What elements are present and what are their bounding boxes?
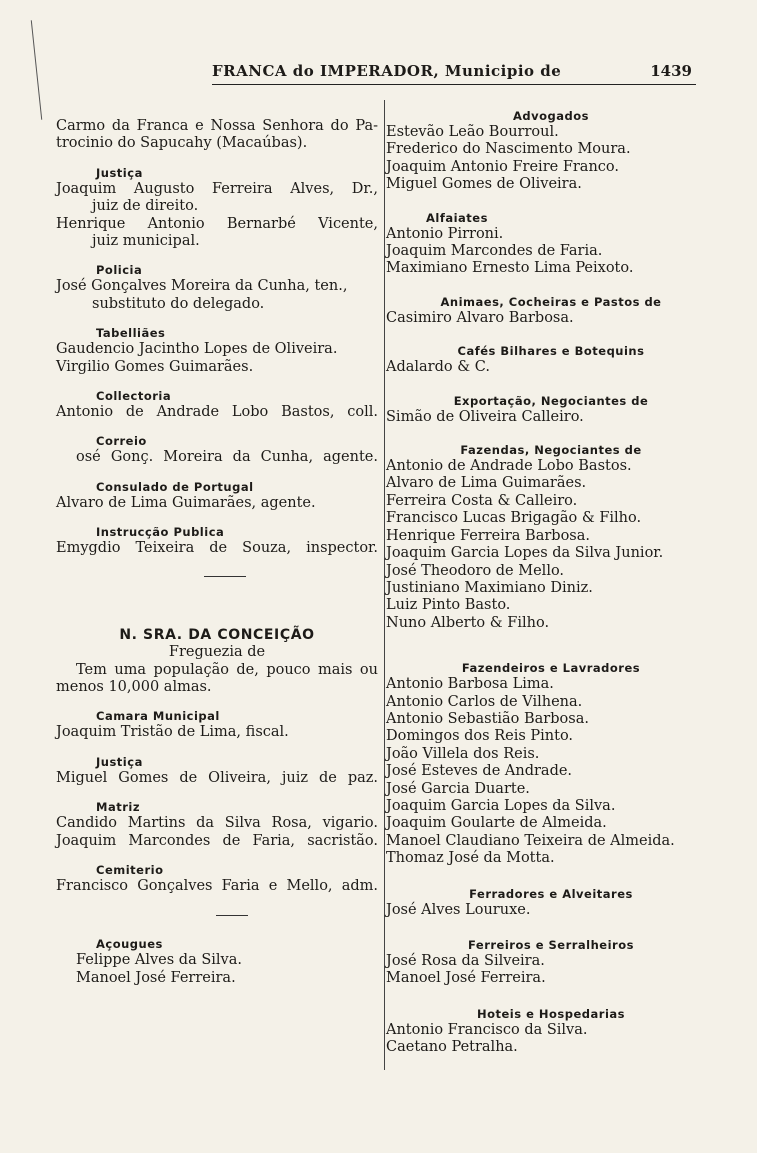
entry-line: Joaquim Garcia Lopes da Silva.	[386, 797, 616, 814]
entry-line: Miguel Gomes de Oliveira, juiz de paz.	[56, 769, 378, 786]
entry-line: Antonio de Andrade Lobo Bastos.	[386, 458, 632, 475]
entry-line: Emygdio Teixeira de Souza, inspector.	[56, 540, 378, 557]
section-heading: Fazendeiros e Lavradores	[461, 661, 641, 676]
entry-line: Candido Martins da Silva Rosa, vigario.	[56, 815, 378, 832]
entry-line: José Garcia Duarte.	[386, 780, 530, 797]
entry-line: osé Gonç. Moreira da Cunha, agente.	[76, 449, 378, 466]
entry-line: Gaudencio Jacintho Lopes de Oliveira.	[56, 341, 338, 358]
entry-line: Alvaro de Lima Guimarães, agente.	[56, 494, 316, 511]
entry-line: Adalardo & C.	[386, 359, 490, 376]
entry-line: Caetano Petralha.	[386, 1039, 518, 1056]
entry-line: substituto do delegado.	[92, 295, 265, 312]
section-heading: Hoteis e Hospedarias	[476, 1006, 626, 1021]
entry-line: Simão de Oliveira Calleiro.	[386, 408, 584, 425]
section-heading: Alfaiates	[426, 210, 488, 225]
entry-line: Domingos dos Reis Pinto.	[386, 728, 574, 745]
section-separator	[204, 576, 246, 577]
section-heading: Camara Municipal	[96, 709, 220, 724]
section-heading: Collectoria	[96, 389, 172, 404]
section-heading: Cafés Bilhares e Botequins	[457, 344, 645, 359]
section-heading: Tabelliães	[96, 326, 166, 341]
entry-line: José Gonçalves Moreira da Cunha, ten.,	[56, 278, 348, 295]
section-heading: Advogados	[513, 109, 589, 123]
entry-line: José Theodoro de Mello.	[386, 562, 565, 579]
parish-title: N. SRA. DA CONCEIÇÃO	[119, 626, 315, 643]
entry-line: Henrique Antonio Bernarbé Vicente,	[56, 215, 378, 232]
parish-subtitle: Freguezia de	[168, 644, 266, 661]
header-title: FRANCA do IMPERADOR, Municipio de	[212, 62, 562, 80]
section-heading: Ferradores e Alveitares	[469, 886, 633, 901]
entry-line: José Rosa da Silveira.	[386, 953, 545, 969]
entry-line: juiz municipal.	[92, 233, 200, 250]
entry-line: Maximiano Ernesto Lima Peixoto.	[386, 260, 634, 277]
entry-line: Antonio Carlos de Vilhena.	[386, 693, 583, 710]
entry-line: Antonio Francisco da Silva.	[386, 1021, 588, 1038]
entry-line: Joaquim Garcia Lopes da Silva Junior.	[386, 545, 664, 562]
entry-line: Manoel José Ferreira.	[386, 970, 546, 987]
entry-line: Manoel Claudiano Teixeira de Almeida.	[386, 832, 675, 849]
entry-line: Joaquim Tristão de Lima, fiscal.	[56, 724, 289, 741]
population-line: Tem uma população de, pouco mais ou	[76, 661, 378, 678]
section-heading: Exportação, Negociantes de	[453, 393, 649, 408]
population-line: menos 10,000 almas.	[56, 678, 212, 695]
column-divider	[384, 100, 385, 1070]
entry-line: Miguel Gomes de Oliveira.	[386, 176, 582, 193]
right-column	[386, 108, 716, 1057]
entry-line: Casimiro Alvaro Barbosa.	[386, 309, 574, 326]
entry-line: Joaquim Goularte de Almeida.	[386, 815, 607, 832]
entry-line: Joaquim Marcondes de Faria.	[386, 243, 603, 260]
section-heading: Instrucção Publica	[96, 525, 225, 540]
entry-line: Joaquim Marcondes de Faria, sacristão.	[56, 832, 378, 849]
entry-line: Antonio Pirroni.	[386, 225, 504, 242]
entry-line: Nuno Alberto & Filho.	[386, 614, 550, 631]
entry-line: João Villela dos Reis.	[386, 745, 540, 762]
entry-line: Ferreira Costa & Calleiro.	[386, 492, 578, 509]
section-heading: Matriz	[96, 800, 141, 815]
entry-line: Antonio Barbosa Lima.	[386, 676, 554, 693]
entry-line: Frederico do Nascimento Moura.	[386, 141, 631, 158]
entry-line: Antonio de Andrade Lobo Bastos, coll.	[56, 404, 378, 421]
entry-line: Joaquim Augusto Ferreira Alves, Dr.,	[56, 180, 378, 197]
section-heading: Justiça	[96, 165, 143, 180]
entry-line: Francisco Gonçalves Faria e Mello, adm.	[56, 877, 378, 894]
entry-line: Manoel José Ferreira.	[76, 969, 236, 986]
entry-line: Luiz Pinto Basto.	[386, 597, 511, 614]
entry-line: Joaquim Antonio Freire Franco.	[386, 158, 619, 175]
section-heading: Cemiterio	[96, 862, 164, 877]
section-heading: Correio	[96, 434, 147, 449]
section-heading: Ferreiros e Serralheiros	[468, 938, 634, 952]
entry-line: juiz de direito.	[92, 198, 199, 215]
entry-line: José Esteves de Andrade.	[386, 763, 573, 780]
section-heading: Fazendas, Negociantes de	[460, 443, 642, 458]
section-heading: Consulado de Portugal	[96, 479, 254, 494]
entry-line: Justiniano Maximiano Diniz.	[386, 579, 593, 596]
section-heading: Policia	[96, 263, 143, 278]
page-number: 1439	[650, 62, 692, 80]
section-heading: Açougues	[96, 937, 163, 952]
running-header	[212, 62, 692, 84]
intro-line: Carmo da Franca e Nossa Senhora do Pa-	[56, 118, 378, 134]
entry-line: Virgilio Gomes Guimarães.	[56, 358, 254, 375]
header-rule	[212, 84, 696, 85]
page-edge-mark	[31, 20, 42, 120]
section-heading: Justiça	[96, 754, 143, 769]
section-separator	[216, 915, 248, 916]
entry-line: José Alves Louruxe.	[386, 901, 531, 918]
intro-line: trocinio do Sapucahy (Macaúbas).	[56, 135, 308, 152]
entry-line: Felippe Alves da Silva.	[76, 952, 242, 969]
entry-line: Thomaz José da Motta.	[386, 850, 555, 867]
entry-line: Alvaro de Lima Guimarães.	[386, 475, 587, 492]
entry-line: Antonio Sebastião Barbosa.	[386, 710, 589, 727]
left-column	[56, 118, 378, 987]
entry-line: Henrique Ferreira Barbosa.	[386, 527, 590, 544]
section-heading: Animaes, Cocheiras e Pastos de	[440, 294, 662, 309]
entry-line: Estevão Leão Bourroul.	[386, 124, 559, 140]
entry-line: Francisco Lucas Brigagão & Filho.	[386, 510, 642, 527]
